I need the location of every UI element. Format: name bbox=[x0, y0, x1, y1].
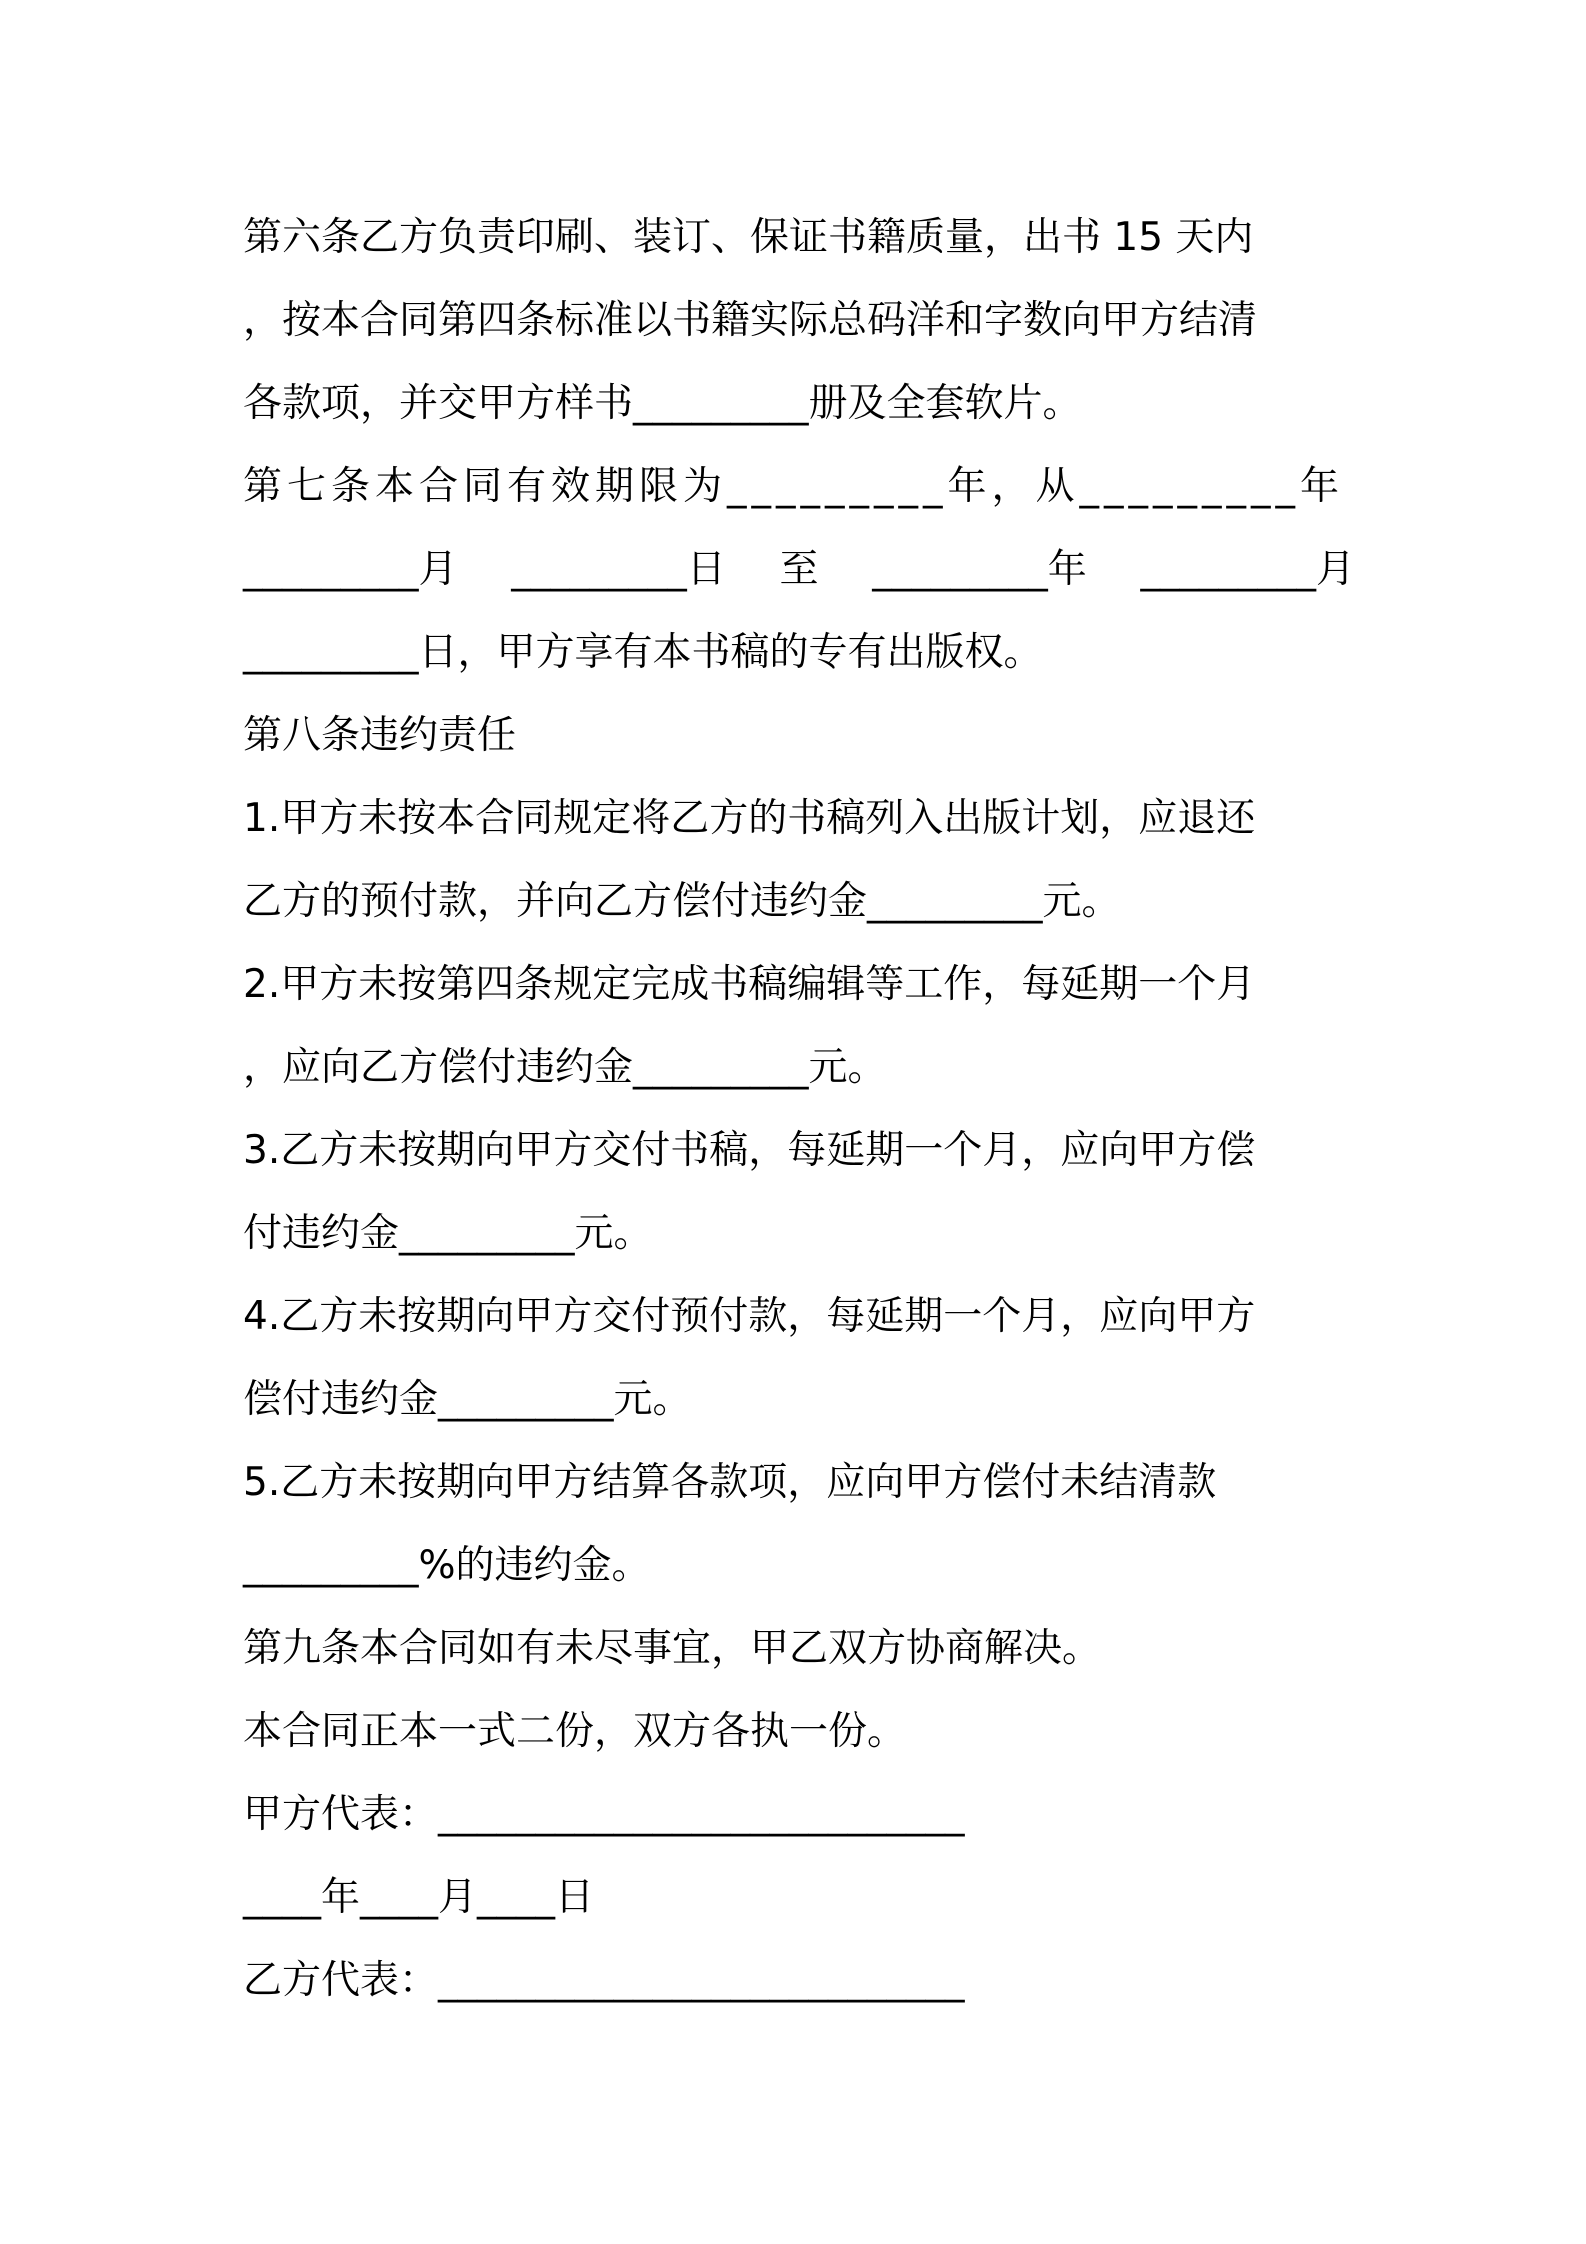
article-7 bbox=[243, 445, 1355, 694]
article-7-day-blank: _________日 bbox=[511, 547, 726, 592]
article-8-item-4-line-1: 4.乙方未按期向甲方交付预付款，每延期一个月，应向甲方 bbox=[243, 1294, 1256, 1339]
article-8-item-5-line-1: 5.乙方未按期向甲方结算各款项，应向甲方偿付未结清款 bbox=[243, 1460, 1217, 1505]
article-8-item-1-line-2: 乙方的预付款，并向乙方偿付违约金_________元。 bbox=[243, 879, 1121, 924]
article-8 bbox=[243, 694, 1355, 1607]
article-7-year-blank: _________年 bbox=[872, 547, 1087, 592]
article-8-item-2-line-2: ，应向乙方偿付违约金_________元。 bbox=[243, 1045, 887, 1090]
article-8-item-5-line-2: _________%的违约金。 bbox=[243, 1543, 651, 1588]
article-7-line-2 bbox=[243, 528, 1355, 611]
article-6-line-1: 第六条乙方负责印刷、装订、保证书籍质量，出书 15 天内 bbox=[243, 215, 1254, 260]
article-9: 第九条本合同如有未尽事宜，甲乙双方协商解决。 bbox=[243, 1626, 1102, 1671]
article-6 bbox=[243, 196, 1355, 445]
closing bbox=[243, 1607, 1355, 2022]
party-b-signature: 乙方代表：___________________________ bbox=[243, 1958, 965, 2003]
contract-body bbox=[243, 196, 1355, 2022]
article-8-item-1-line-1: 1.甲方未按本合同规定将乙方的书稿列入出版计划，应退还 bbox=[243, 796, 1256, 841]
article-8-item-3-line-2: 付违约金_________元。 bbox=[243, 1211, 653, 1256]
article-8-item-4-line-2: 偿付违约金_________元。 bbox=[243, 1377, 692, 1422]
article-7-line-1: 第七条本合同有效期限为_________年，从_________年 bbox=[243, 464, 1345, 509]
article-7-month-blank-2: _________月 bbox=[1140, 547, 1355, 592]
article-6-line-2: ，按本合同第四条标准以书籍实际总码洋和字数向甲方结清 bbox=[243, 298, 1258, 343]
article-7-month-blank: _________月 bbox=[243, 547, 458, 592]
article-8-item-2-line-1: 2.甲方未按第四条规定完成书稿编辑等工作，每延期一个月 bbox=[243, 962, 1256, 1007]
article-8-title: 第八条违约责任 bbox=[243, 713, 517, 758]
article-6-line-3: 各款项，并交甲方样书_________册及全套软片。 bbox=[243, 381, 1082, 426]
article-7-line-3: _________日，甲方享有本书稿的专有出版权。 bbox=[243, 630, 1043, 675]
signature-date: ____年____月____日 bbox=[243, 1875, 595, 1920]
copies-statement: 本合同正本一式二份，双方各执一份。 bbox=[243, 1709, 907, 1754]
party-a-signature: 甲方代表：___________________________ bbox=[243, 1792, 965, 1837]
article-8-item-3-line-1: 3.乙方未按期向甲方交付书稿，每延期一个月，应向甲方偿 bbox=[243, 1128, 1256, 1173]
article-7-to: 至 bbox=[779, 547, 819, 592]
